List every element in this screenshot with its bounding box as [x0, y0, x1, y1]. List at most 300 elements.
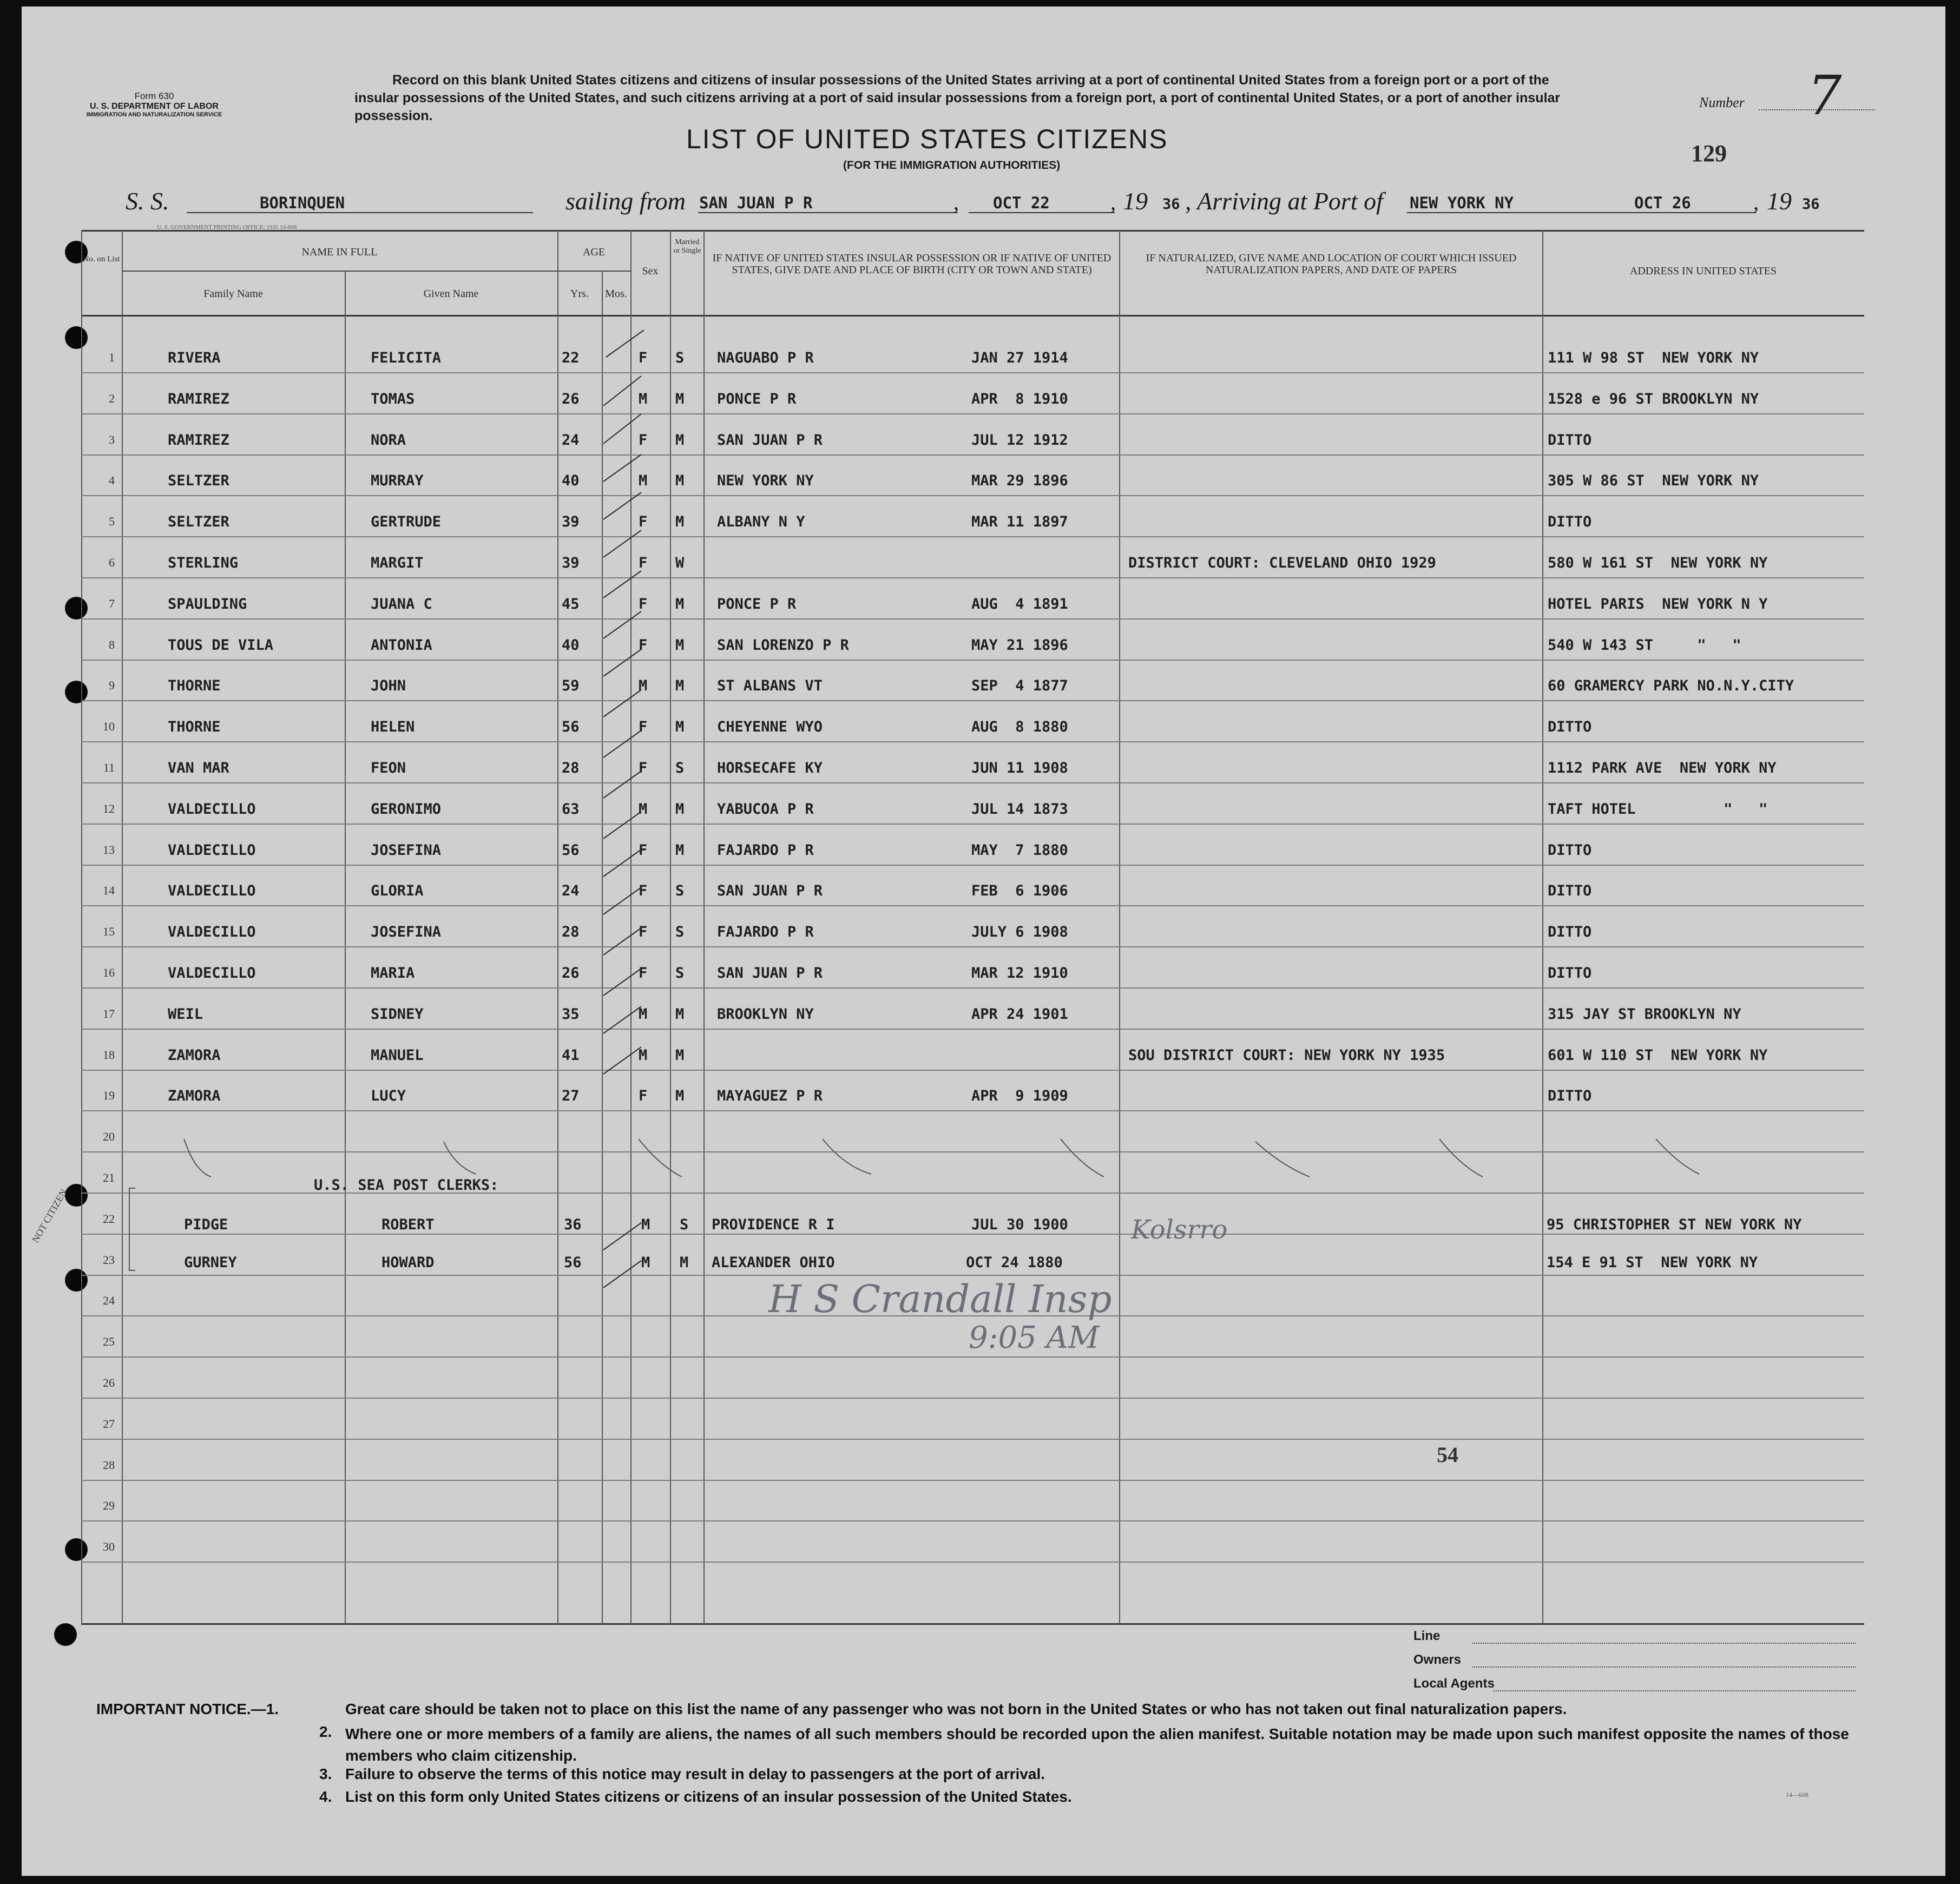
address: 60 GRAMERCY PARK NO.N.Y.CITY — [1548, 677, 1794, 694]
from-underline — [698, 212, 958, 213]
form-code: 14—608 — [1786, 1791, 1808, 1799]
ruled-line — [81, 1356, 1864, 1358]
binder-hole — [65, 597, 88, 620]
family-name: TOUS DE VILA — [168, 637, 274, 654]
address: DITTO — [1548, 842, 1592, 859]
birth-date: MAY 21 1896 — [971, 637, 1068, 654]
line-number: 1 — [109, 351, 115, 364]
ruled-line — [81, 536, 1864, 537]
service-name: IMMIGRATION AND NATURALIZATION SERVICE — [86, 111, 222, 118]
address: 580 W 161 ST NEW YORK NY — [1548, 555, 1768, 571]
birth-date: MAR 11 1897 — [971, 513, 1068, 530]
birth-place: YABUCOA P R — [717, 801, 814, 818]
birth-date: JAN 27 1914 — [971, 350, 1068, 366]
binder-hole — [54, 1623, 77, 1646]
given-name: NORA — [371, 432, 406, 449]
address: DITTO — [1548, 965, 1592, 981]
birth-date: JUN 11 1908 — [971, 760, 1068, 776]
departure-date: OCT 22 — [993, 194, 1050, 212]
marital-status: S — [675, 350, 685, 366]
col-header-married: Married or Single — [673, 238, 701, 255]
given-name: SIDNEY — [371, 1006, 424, 1023]
given-name: MANUEL — [371, 1047, 424, 1064]
sex: M — [641, 1254, 650, 1271]
form-number: Form 630 — [134, 91, 174, 101]
inspector-signature: H S Crandall Insp — [768, 1277, 1112, 1321]
given-name: LUCY — [371, 1088, 406, 1104]
sex: M — [639, 1047, 648, 1064]
age: 36 — [564, 1216, 582, 1233]
marital-status: M — [675, 1088, 685, 1104]
sex: F — [639, 350, 648, 366]
birth-place: FAJARDO P R — [717, 924, 814, 940]
sex: F — [639, 882, 648, 899]
ruled-line — [81, 1398, 1864, 1399]
ruled-line — [81, 824, 1864, 825]
age: 40 — [562, 472, 580, 489]
col-header-no: No. on List — [83, 255, 120, 264]
age: 22 — [562, 350, 580, 366]
marital-status: M — [675, 432, 685, 449]
birth-place: ST ALBANS VT — [717, 677, 823, 694]
address: DITTO — [1548, 513, 1592, 530]
col-header-given: Given Name — [423, 288, 479, 300]
birth-date: JULY 6 1908 — [971, 924, 1068, 940]
birth-date: APR 24 1901 — [971, 1006, 1068, 1023]
address: DITTO — [1548, 1088, 1592, 1104]
age: 26 — [562, 965, 580, 981]
col-line — [122, 230, 123, 1624]
col-header-age: AGE — [582, 246, 606, 258]
family-name: VAN MAR — [168, 760, 229, 776]
address: HOTEL PARIS NEW YORK N Y — [1548, 596, 1768, 612]
birth-date: JUL 30 1900 — [971, 1216, 1068, 1233]
marital-status: S — [675, 965, 685, 981]
comma-3: , — [1753, 190, 1759, 214]
comma-1: , — [953, 190, 959, 214]
sex: F — [639, 637, 648, 654]
sex: F — [639, 965, 648, 981]
ruled-line — [81, 987, 1864, 989]
marital-status: S — [675, 882, 685, 899]
family-name: WEIL — [168, 1006, 203, 1023]
line-number: 29 — [103, 1499, 115, 1512]
footer-field-label: Owners — [1413, 1652, 1462, 1667]
address: 154 E 91 ST NEW YORK NY — [1547, 1254, 1758, 1271]
sex: F — [639, 432, 648, 449]
bottom-border — [81, 1623, 1864, 1625]
given-name: GLORIA — [371, 882, 424, 899]
line-number: 21 — [103, 1171, 115, 1184]
line-number: 16 — [103, 966, 115, 979]
arrival-year: 36 — [1802, 196, 1820, 213]
address: 305 W 86 ST NEW YORK NY — [1548, 472, 1759, 489]
marital-status: S — [680, 1216, 689, 1233]
ruled-line — [81, 495, 1864, 496]
year-prefix-2: 19 — [1767, 187, 1792, 215]
family-name: RAMIREZ — [168, 391, 229, 407]
birth-place: PROVIDENCE R I — [712, 1216, 835, 1233]
given-name: JUANA C — [371, 596, 432, 612]
birth-place: CHEYENNE WYO — [717, 719, 823, 735]
sex: M — [639, 677, 648, 694]
sex: F — [639, 760, 648, 776]
col-line — [670, 230, 671, 1624]
notice-item-1: Great care should be taken not to place on this list the name of any passenger who was not born in the United States or who has not taken out final naturalization papers. — [345, 1701, 1567, 1717]
line-number: 3 — [109, 433, 115, 446]
notice-number-4: 4. — [319, 1788, 332, 1805]
birth-date: MAY 7 1880 — [971, 842, 1068, 859]
birth-place: PONCE P R — [717, 391, 797, 407]
age: 28 — [562, 760, 580, 776]
naturalization: SOU DISTRICT COURT: NEW YORK NY 1935 — [1128, 1047, 1445, 1064]
ruled-line — [81, 577, 1864, 578]
line-number: 2 — [109, 392, 115, 405]
marital-status: M — [675, 596, 685, 612]
ruled-line — [81, 905, 1864, 906]
line-number: 17 — [103, 1007, 115, 1020]
birth-place: ALEXANDER OHIO — [712, 1254, 835, 1271]
name-group-divider — [122, 271, 557, 272]
page-stamp: 129 — [1691, 140, 1727, 167]
birth-place: SAN JUAN P R — [717, 965, 823, 981]
birth-date: MAR 12 1910 — [971, 965, 1068, 981]
family-name: VALDECILLO — [168, 801, 256, 818]
age: 56 — [562, 842, 580, 859]
footer-field-label: Local Agents — [1413, 1676, 1495, 1691]
table-top-border — [81, 230, 1864, 232]
marital-status: S — [675, 760, 685, 776]
birth-date: OCT 24 1880 — [966, 1254, 1063, 1271]
printing-office-note: U. S. GOVERNMENT PRINTING OFFICE: 1935 14-608 — [157, 224, 297, 230]
sex: F — [639, 719, 648, 735]
col-header-family: Family Name — [203, 288, 263, 300]
ruled-line — [81, 700, 1864, 701]
given-name: HOWARD — [382, 1254, 435, 1271]
address: 1112 PARK AVE NEW YORK NY — [1548, 760, 1777, 776]
given-name: MARGIT — [371, 555, 424, 571]
marital-status: M — [675, 842, 685, 859]
ship-underline — [187, 212, 533, 213]
ruled-line — [81, 782, 1864, 783]
line-number: 13 — [103, 843, 115, 857]
department-name: U. S. DEPARTMENT OF LABOR — [90, 102, 219, 111]
address: DITTO — [1548, 432, 1592, 449]
arriving-label: , Arriving at Port of — [1185, 187, 1383, 215]
ruled-line — [81, 1562, 1864, 1563]
col-line — [345, 271, 346, 1624]
family-name: VALDECILLO — [168, 882, 256, 899]
given-name: ANTONIA — [371, 637, 432, 654]
blank-line-strikes — [173, 1134, 1721, 1182]
notice-number-3: 3. — [319, 1766, 332, 1782]
binder-hole — [65, 1269, 88, 1292]
given-name: ROBERT — [382, 1216, 435, 1233]
age: 35 — [562, 1006, 580, 1023]
sex: M — [639, 391, 648, 407]
col-header-address: ADDRESS IN UNITED STATES — [1629, 265, 1777, 277]
notice-heading: IMPORTANT NOTICE.—1. — [96, 1701, 279, 1717]
marital-status: M — [675, 677, 685, 694]
birth-place: ALBANY N Y — [717, 513, 805, 530]
birth-date: FEB 6 1906 — [971, 882, 1068, 899]
ship-name: BORINQUEN — [260, 194, 345, 212]
given-name: MURRAY — [371, 472, 424, 489]
col-header-naturalized: IF NATURALIZED, GIVE NAME AND LOCATION OF COURT WHICH ISSUED NATURALIZATION PAPERS, AND DATE OF PAPERS — [1146, 252, 1517, 276]
given-name: FEON — [371, 760, 406, 776]
ruled-line — [81, 372, 1864, 373]
address: 540 W 143 ST " " — [1548, 637, 1741, 654]
ruled-line — [81, 865, 1864, 866]
given-name: GERONIMO — [371, 801, 442, 818]
sea-post-heading: U.S. SEA POST CLERKS: — [314, 1177, 499, 1194]
line-number: 26 — [103, 1376, 115, 1389]
marital-status: M — [675, 637, 685, 654]
line-number: 4 — [109, 473, 115, 487]
address: 315 JAY ST BROOKLYN NY — [1548, 1006, 1741, 1023]
line-number: 25 — [103, 1335, 115, 1348]
sex: F — [639, 1088, 648, 1104]
line-number: 7 — [109, 597, 115, 610]
clerk-bracket — [129, 1188, 135, 1271]
birth-place: SAN JUAN P R — [717, 882, 823, 899]
given-name: JOHN — [371, 677, 406, 694]
family-name: VALDECILLO — [168, 924, 256, 940]
address: TAFT HOTEL " " — [1548, 801, 1768, 818]
line-number: 23 — [103, 1253, 115, 1267]
ruled-line — [81, 454, 1864, 456]
marital-status: M — [675, 513, 685, 530]
family-name: SELTZER — [168, 472, 229, 489]
col-header-yrs: Yrs. — [570, 288, 589, 300]
ruled-line — [81, 1029, 1864, 1030]
address: 95 CHRISTOPHER ST NEW YORK NY — [1547, 1216, 1802, 1233]
header-divider — [81, 315, 1864, 317]
line-number: 6 — [109, 556, 115, 569]
birth-date: AUG 4 1891 — [971, 596, 1068, 612]
notice-number-2: 2. — [319, 1723, 332, 1740]
port-underline — [1407, 212, 1756, 213]
list-number: 7 — [1807, 64, 1842, 127]
marital-status: M — [680, 1254, 689, 1271]
birth-place: BROOKLYN NY — [717, 1006, 814, 1023]
line-number: 11 — [103, 761, 115, 774]
naturalization: DISTRICT COURT: CLEVELAND OHIO 1929 — [1128, 555, 1436, 571]
stamp-54: 54 — [1437, 1442, 1458, 1467]
line-number: 8 — [109, 638, 115, 651]
age: 45 — [562, 596, 580, 612]
age: 56 — [564, 1254, 582, 1271]
handwritten-time: 9:05 AM — [969, 1320, 1100, 1355]
margin-note: NOT CITIZEN — [30, 1187, 69, 1244]
binder-hole — [65, 1184, 88, 1207]
given-name: HELEN — [371, 719, 415, 735]
line-number: 14 — [103, 884, 115, 897]
footer-field-line — [1472, 1643, 1856, 1644]
birth-date: APR 9 1909 — [971, 1088, 1068, 1104]
col-line — [703, 230, 705, 1624]
family-name: THORNE — [168, 719, 221, 735]
col-header-birth: IF NATIVE OF UNITED STATES INSULAR POSSESSION OR IF NATIVE OF UNITED STATES, GIVE DATE AND PLACE OF BIRTH (CITY OR TOWN AND STATE) — [712, 252, 1111, 276]
notice-item-4: List on this form only United States citizens or citizens of an insular possession of the United States. — [345, 1788, 1072, 1805]
given-name: TOMAS — [371, 391, 415, 407]
age: 39 — [562, 555, 580, 571]
marital-status: M — [675, 472, 685, 489]
footer-field-line — [1494, 1690, 1856, 1691]
birth-place: NAGUABO P R — [717, 350, 814, 366]
given-name: FELICITA — [371, 350, 442, 366]
birth-place: NEW YORK NY — [717, 472, 814, 489]
birth-date: SEP 4 1877 — [971, 677, 1068, 694]
line-number: 20 — [103, 1130, 115, 1143]
line-number: 28 — [103, 1458, 115, 1472]
family-name: VALDECILLO — [168, 965, 256, 981]
marital-status: M — [675, 801, 685, 818]
family-name: ZAMORA — [168, 1088, 221, 1104]
line-number: 22 — [103, 1212, 115, 1226]
birth-place: SAN JUAN P R — [717, 432, 823, 449]
marital-status: M — [675, 1047, 685, 1064]
age: 39 — [562, 513, 580, 530]
family-name: RIVERA — [168, 350, 221, 366]
birth-place: FAJARDO P R — [717, 842, 814, 859]
address: DITTO — [1548, 924, 1592, 940]
line-number: 30 — [103, 1540, 115, 1553]
family-name: SPAULDING — [168, 596, 247, 612]
line-number: 9 — [109, 678, 115, 692]
marital-status: M — [675, 391, 685, 407]
sex: M — [639, 472, 648, 489]
binder-hole — [65, 326, 88, 349]
age: 28 — [562, 924, 580, 940]
birth-date: JUL 12 1912 — [971, 432, 1068, 449]
line-number: 19 — [103, 1089, 115, 1102]
line-number: 27 — [103, 1417, 115, 1431]
handwritten-row22-note: Kolsrro — [1131, 1215, 1228, 1245]
col-line — [81, 230, 82, 1624]
line-number: 5 — [109, 515, 115, 528]
arrival-date: OCT 26 — [1634, 194, 1691, 212]
sex: F — [639, 555, 648, 571]
number-label: Number — [1699, 95, 1745, 110]
notice-item-3: Failure to observe the terms of this notice may result in delay to passengers at the port of arrival. — [345, 1766, 1045, 1782]
notice-item-2: Where one or more members of a family are aliens, the names of all such members should be recorded upon the alien manifest. Suitable notation may be made upon such manifest opposite the names of those members who claim citizenship. — [345, 1725, 1849, 1764]
marital-status: S — [675, 924, 685, 940]
given-name: JOSEFINA — [371, 924, 442, 940]
marital-status: M — [675, 719, 685, 735]
ruled-line — [81, 1234, 1864, 1235]
family-name: THORNE — [168, 677, 221, 694]
sex: M — [639, 801, 648, 818]
family-name: ZAMORA — [168, 1047, 221, 1064]
sex: M — [641, 1216, 650, 1233]
address: DITTO — [1548, 882, 1592, 899]
family-name: VALDECILLO — [168, 842, 256, 859]
ruled-line — [81, 660, 1864, 661]
age: 56 — [562, 719, 580, 735]
ruled-line — [81, 1275, 1864, 1276]
ruled-line — [81, 741, 1864, 742]
address: 1528 e 96 ST BROOKLYN NY — [1548, 391, 1759, 407]
comma-2: , — [1110, 190, 1116, 214]
binder-hole — [65, 1538, 88, 1561]
footer-field-line — [1472, 1666, 1856, 1668]
age: 26 — [562, 391, 580, 407]
ruled-line — [81, 618, 1864, 620]
col-line — [1119, 230, 1120, 1624]
line-number: 15 — [103, 925, 115, 938]
birth-place: MAYAGUEZ P R — [717, 1088, 823, 1104]
age: 41 — [562, 1047, 580, 1064]
form-subtitle: (FOR THE IMMIGRATION AUTHORITIES) — [843, 159, 1061, 172]
given-name: JOSEFINA — [371, 842, 442, 859]
arrival-port: NEW YORK NY — [1410, 194, 1514, 212]
ruled-line — [81, 1520, 1864, 1521]
family-name: RAMIREZ — [168, 432, 229, 449]
footer-field-label: Line — [1413, 1629, 1441, 1643]
marital-status: M — [675, 1006, 685, 1023]
age: 24 — [562, 432, 580, 449]
age: 59 — [562, 677, 580, 694]
depart-date-underline — [969, 212, 1115, 213]
birth-place: SAN LORENZO P R — [717, 637, 849, 654]
given-name: GERTRUDE — [371, 513, 442, 530]
birth-date: APR 8 1910 — [971, 391, 1068, 407]
col-line — [557, 230, 558, 1624]
form-instructions: Record on this blank United States citizens and citizens of insular possessions of the United States arriving at a port of continental United States from a foreign port or a port of the insular possessions of the United States, and such citizens arriving at a port of said insular possessions from a foreign port, a port of continental United States, or a port of another insular possession. — [354, 73, 1561, 123]
line-number: 12 — [103, 802, 115, 815]
departure-port: SAN JUAN P R — [699, 194, 813, 212]
form-id-block — [65, 91, 244, 118]
family-name: SELTZER — [168, 513, 229, 530]
sex: F — [639, 924, 648, 940]
age: 24 — [562, 882, 580, 899]
age-group-divider — [557, 271, 630, 272]
ruled-line — [81, 1480, 1864, 1481]
birth-place: HORSECAFE KY — [717, 760, 823, 776]
ruled-line — [81, 1110, 1864, 1111]
birth-date: AUG 8 1880 — [971, 719, 1068, 735]
sex: F — [639, 842, 648, 859]
line-number: 24 — [103, 1294, 115, 1307]
given-name: MARIA — [371, 965, 415, 981]
family-name: STERLING — [168, 555, 239, 571]
address: 601 W 110 ST NEW YORK NY — [1548, 1047, 1768, 1064]
col-header-mos: Mos. — [605, 288, 627, 300]
sex: F — [639, 596, 648, 612]
marital-status: W — [675, 555, 685, 571]
col-line — [1542, 230, 1543, 1624]
departure-year: 36 — [1162, 196, 1180, 213]
line-number: 10 — [103, 720, 115, 733]
address: 111 W 98 ST NEW YORK NY — [1548, 350, 1759, 366]
family-name: GURNEY — [184, 1254, 237, 1271]
manifest-sheet — [22, 6, 1945, 1876]
sailing-label: sailing from — [565, 187, 686, 215]
birth-place: PONCE P R — [717, 596, 797, 612]
ruled-line — [81, 946, 1864, 947]
ruled-line — [81, 413, 1864, 414]
age: 40 — [562, 637, 580, 654]
form-title: LIST OF UNITED STATES CITIZENS — [686, 124, 1168, 154]
col-header-sex: Sex — [642, 265, 659, 277]
family-name: PIDGE — [184, 1216, 228, 1233]
address: DITTO — [1548, 719, 1592, 735]
sex: F — [639, 513, 648, 530]
ruled-line — [81, 1439, 1864, 1440]
line-number: 18 — [103, 1048, 115, 1062]
ruled-line — [81, 1070, 1864, 1071]
